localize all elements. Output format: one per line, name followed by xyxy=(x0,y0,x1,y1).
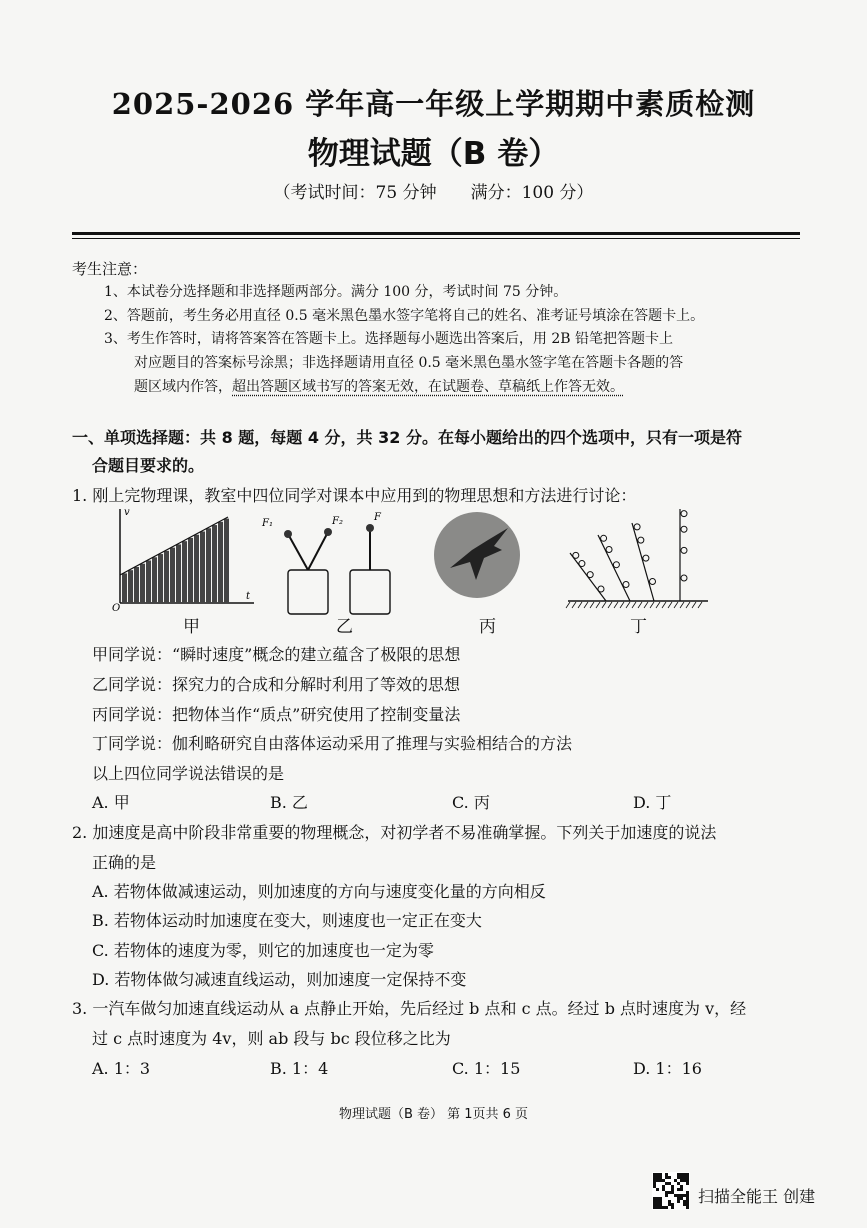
vt-bar xyxy=(200,532,205,604)
f1-label: F₁ xyxy=(262,518,273,529)
qr-module xyxy=(671,1203,674,1206)
q1-ask: 以上四位同学说法错误的是 xyxy=(92,764,285,783)
qr-module xyxy=(686,1182,689,1185)
hatch-line xyxy=(638,602,642,608)
q1-stem: 1. 刚上完物理课，教室中四位同学对课本中应用到的物理思想和方法进行讨论： xyxy=(72,486,637,505)
qr-module xyxy=(659,1176,662,1179)
hatch-line xyxy=(668,602,672,608)
fig-label-bing: 丙 xyxy=(479,617,496,637)
q3-stem-line1: 3. 一汽车做匀加速直线运动从 a 点静止开始，先后经过 b 点和 c 点。经过 b 点时速度为 v，经 xyxy=(72,999,747,1018)
ball xyxy=(681,575,687,581)
figure-yi-force-experiment xyxy=(258,510,420,615)
q3-option-c: C. 1：15 xyxy=(452,1059,521,1078)
qr-module xyxy=(680,1185,683,1188)
hatch-line xyxy=(686,602,690,608)
hatch-line xyxy=(590,602,594,608)
incline-3 xyxy=(632,523,654,601)
q2-option-d: D. 若物体做匀减速直线运动，则加速度一定保持不变 xyxy=(92,970,467,989)
hatch-line xyxy=(662,602,666,608)
q3-stem-line2: 过 c 点时速度为 4v，则 ab 段与 bc 段位移之比为 xyxy=(92,1029,451,1048)
qr-module xyxy=(686,1197,689,1200)
ball xyxy=(579,561,585,567)
cup-right xyxy=(350,570,390,614)
vt-bar xyxy=(152,557,157,603)
qr-module xyxy=(668,1191,671,1194)
qr-module xyxy=(677,1200,680,1203)
qr-module xyxy=(656,1197,659,1200)
exam-meta: （考试时间：75 分钟 满分：100 分） xyxy=(273,183,594,203)
qr-module xyxy=(665,1206,668,1209)
qr-module xyxy=(677,1173,680,1176)
vt-bar xyxy=(140,564,145,603)
scanner-watermark: 扫描全能王 创建 xyxy=(698,1187,816,1206)
qr-module xyxy=(671,1206,674,1209)
qr-module xyxy=(677,1182,680,1185)
q2-option-b: B. 若物体运动时加速度在变大，则速度也一定正在变大 xyxy=(92,911,482,930)
hatch-line xyxy=(650,602,654,608)
q1-statement-ding: 丁同学说：伽利略研究自由落体运动采用了推理与实验相结合的方法 xyxy=(92,734,573,753)
notice-item-1: 1、本试卷分选择题和非选择题两部分。满分 100 分，考试时间 75 分钟。 xyxy=(104,284,568,300)
q1-statement-yi: 乙同学说：探究力的合成和分解时利用了等效的思想 xyxy=(92,675,461,694)
hatch-line xyxy=(608,602,612,608)
q2-option-c: C. 若物体的速度为零，则它的加速度也一定为零 xyxy=(92,941,434,960)
qr-module xyxy=(677,1194,680,1197)
ball xyxy=(634,524,640,530)
qr-module xyxy=(683,1194,686,1197)
q1-option-d: D. 丁 xyxy=(633,793,672,812)
qr-module xyxy=(677,1188,680,1191)
qr-module xyxy=(668,1203,671,1206)
qr-module xyxy=(665,1191,668,1194)
vt-bar xyxy=(212,525,217,603)
qr-module xyxy=(653,1179,656,1182)
fig-label-jia: 甲 xyxy=(183,617,200,637)
ball xyxy=(638,537,644,543)
header-rule-thick xyxy=(72,232,800,235)
hatch-line xyxy=(656,602,660,608)
qr-module xyxy=(665,1182,668,1185)
qr-module xyxy=(653,1182,656,1185)
notice-item-3-line2: 对应题目的答案标号涂黑；非选择题请用直径 0.5 毫米黑色墨水签字笔在答题卡各题的答 xyxy=(134,355,684,371)
exam-subject-title: 物理试题（B 卷） xyxy=(307,136,560,172)
q1-option-a: A. 甲 xyxy=(92,793,130,812)
ball xyxy=(623,582,629,588)
exam-title: 2025-2026 学年高一年级上学期期中素质检测 xyxy=(111,87,756,121)
hatch-line xyxy=(680,602,684,608)
qr-module xyxy=(653,1206,656,1209)
qr-module xyxy=(656,1176,659,1179)
vt-bar xyxy=(182,541,187,603)
hatch-line xyxy=(620,602,624,608)
qr-module xyxy=(665,1176,668,1179)
figure-jia-vt-graph xyxy=(108,505,258,613)
qr-module xyxy=(680,1188,683,1191)
qr-module xyxy=(668,1182,671,1185)
qr-module xyxy=(686,1179,689,1182)
qr-module xyxy=(662,1185,665,1188)
notice-heading: 考生注意： xyxy=(72,260,148,278)
qr-module xyxy=(659,1173,662,1176)
qr-module xyxy=(686,1173,689,1176)
qr-module xyxy=(659,1203,662,1206)
qr-module xyxy=(653,1200,656,1203)
vt-bar xyxy=(146,561,151,604)
qr-module xyxy=(653,1203,656,1206)
qr-module xyxy=(659,1206,662,1209)
ball xyxy=(613,562,619,568)
qr-module xyxy=(671,1191,674,1194)
qr-module xyxy=(671,1185,674,1188)
qr-module xyxy=(665,1173,668,1176)
origin-label: O xyxy=(112,603,121,613)
hatch-line xyxy=(644,602,648,608)
qr-code-icon xyxy=(652,1172,690,1210)
vt-bar xyxy=(164,551,169,603)
vt-bar xyxy=(134,567,139,603)
hatch-line xyxy=(632,602,636,608)
hand-2 xyxy=(324,528,332,536)
qr-module xyxy=(656,1188,659,1191)
t-axis-label: t xyxy=(246,591,251,602)
vt-bar xyxy=(128,570,133,603)
ball xyxy=(681,547,687,553)
qr-module xyxy=(680,1179,683,1182)
notice-item-3-line3-plain: 题区域内作答， xyxy=(134,379,232,395)
q1-statement-bing: 丙同学说：把物体当作“质点”研究使用了控制变量法 xyxy=(92,705,461,724)
qr-module xyxy=(677,1176,680,1179)
string-f1 xyxy=(288,534,308,570)
section-heading-line2: 合题目要求的。 xyxy=(92,456,205,475)
header-rule-thin xyxy=(72,238,800,239)
hatch-line xyxy=(566,602,570,608)
qr-module xyxy=(662,1188,665,1191)
q2-option-a: A. 若物体做减速运动，则加速度的方向与速度变化量的方向相反 xyxy=(92,882,546,901)
ball xyxy=(681,511,687,517)
qr-module xyxy=(680,1197,683,1200)
vt-bar xyxy=(194,535,199,603)
vt-bar xyxy=(122,573,127,603)
ball xyxy=(681,526,687,532)
qr-module xyxy=(686,1194,689,1197)
hatch-line xyxy=(584,602,588,608)
fig-label-yi: 乙 xyxy=(336,617,353,637)
figure-ding-inclines xyxy=(560,505,710,610)
q3-option-b: B. 1：4 xyxy=(270,1059,329,1078)
section-heading-line1: 一、单项选择题：共 8 题，每题 4 分，共 32 分。在每小题给出的四个选项中，只有一项是符 xyxy=(72,428,742,447)
qr-module xyxy=(680,1194,683,1197)
page-footer: 物理试题（B 卷） 第 1页共 6 页 xyxy=(338,1107,529,1122)
qr-module xyxy=(671,1188,674,1191)
qr-module xyxy=(662,1179,665,1182)
qr-module xyxy=(668,1176,671,1179)
hatch-line xyxy=(578,602,582,608)
notice-item-3-line3 xyxy=(134,376,800,396)
vt-bar xyxy=(176,544,181,603)
hatch-line xyxy=(602,602,606,608)
vt-bar xyxy=(206,528,211,603)
qr-module xyxy=(677,1197,680,1200)
hatch-line xyxy=(674,602,678,608)
qr-module xyxy=(656,1173,659,1176)
qr-module xyxy=(680,1173,683,1176)
vt-bar xyxy=(188,538,193,603)
hatch-line xyxy=(626,602,630,608)
qr-module xyxy=(659,1200,662,1203)
vt-bars xyxy=(122,519,229,603)
vt-bar xyxy=(158,554,163,603)
hatch-line xyxy=(572,602,576,608)
ball xyxy=(601,535,607,541)
qr-module xyxy=(656,1179,659,1182)
qr-module xyxy=(686,1203,689,1206)
qr-module xyxy=(683,1200,686,1203)
qr-module xyxy=(653,1185,656,1188)
qr-module xyxy=(653,1197,656,1200)
qr-module xyxy=(686,1191,689,1194)
string-f2 xyxy=(308,532,328,570)
qr-module xyxy=(659,1197,662,1200)
hand-3 xyxy=(366,524,374,532)
hatch-line xyxy=(614,602,618,608)
qr-module xyxy=(665,1194,668,1197)
qr-module xyxy=(686,1176,689,1179)
hatch-line xyxy=(692,602,696,608)
vt-bar xyxy=(218,522,223,603)
figure-bing-eagle xyxy=(432,510,522,600)
qr-module xyxy=(653,1176,656,1179)
qr-module xyxy=(656,1203,659,1206)
qr-module xyxy=(680,1176,683,1179)
qr-module xyxy=(686,1200,689,1203)
ball xyxy=(587,572,593,578)
qr-module xyxy=(662,1206,665,1209)
qr-module xyxy=(683,1176,686,1179)
qr-module xyxy=(683,1173,686,1176)
ball xyxy=(598,586,604,592)
qr-module xyxy=(686,1206,689,1209)
ground-hatch xyxy=(566,602,702,608)
qr-module xyxy=(659,1179,662,1182)
q2-stem-line2: 正确的是 xyxy=(92,853,157,872)
q1-statement-jia: 甲同学说：“瞬时速度”概念的建立蕴含了极限的思想 xyxy=(92,645,461,664)
q1-option-c: C. 丙 xyxy=(452,793,490,812)
hatch-line xyxy=(596,602,600,608)
q2-stem-line1: 2. 加速度是高中阶段非常重要的物理概念，对初学者不易准确掌握。下列关于加速度的说法 xyxy=(72,823,717,842)
notice-item-3-line3-emphasis: 超出答题区域书写的答案无效，在试题卷、草稿纸上作答无效。 xyxy=(232,379,624,395)
ball xyxy=(573,552,579,558)
f2-label: F₂ xyxy=(332,516,343,527)
qr-module xyxy=(674,1194,677,1197)
hatch-line xyxy=(698,602,702,608)
notice-item-2: 2、答题前，考生务必用直径 0.5 毫米黑色墨水签字笔将自己的姓名、准考证号填涂在答题卡上。 xyxy=(104,308,705,324)
q1-option-b: B. 乙 xyxy=(270,793,308,812)
ball xyxy=(643,555,649,561)
vt-bar xyxy=(170,548,175,603)
qr-module xyxy=(668,1200,671,1203)
q3-option-d: D. 1：16 xyxy=(633,1059,702,1078)
cup-left xyxy=(288,570,328,614)
qr-module xyxy=(653,1173,656,1176)
ball xyxy=(606,547,612,553)
ball xyxy=(650,579,656,585)
qr-module xyxy=(683,1179,686,1182)
qr-module xyxy=(674,1179,677,1182)
fig-label-ding: 丁 xyxy=(630,617,647,637)
qr-module xyxy=(656,1200,659,1203)
qr-module xyxy=(683,1203,686,1206)
vt-bar xyxy=(224,519,229,603)
f-label: F xyxy=(374,512,381,523)
notice-item-3-line1: 3、考生作答时，请将答案答在答题卡上。选择题每小题选出答案后，用 2B 铅笔把答题卡上 xyxy=(104,331,674,347)
q3-option-a: A. 1：3 xyxy=(92,1059,151,1078)
v-axis-label: v xyxy=(124,507,130,518)
qr-module xyxy=(656,1206,659,1209)
hand-1 xyxy=(284,530,292,538)
